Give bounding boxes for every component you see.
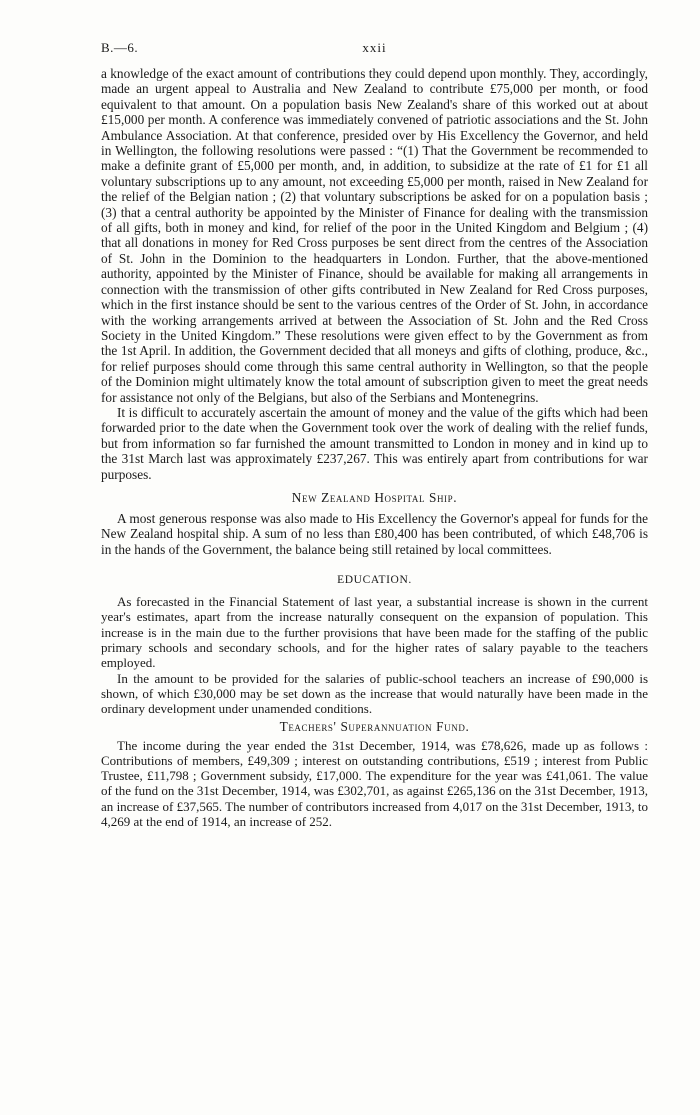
- paragraph-belgian-relief: a knowledge of the exact amount of contributions they could depend upon monthly. They, accordingly, made an urgent appeal to Australia and New Zealand to contribute £75,000 per month, or food equivalent to that amount. On a population basis New Zealand's share of this worked out at about £15,000 per month. A conference was immediately convened of patriotic associations and the St. John Ambulance Association. At that conference, presided over by His Excellency the Governor, and held in Wellington, the following resolutions were passed : “(1) That the Government be recommended to make a definite grant of £5,000 per month, and, in addition, to subsidize at the rate of £1 for £1 all voluntary subscriptions up to any amount, not exceeding £5,000 per month, raised in New Zealand for the relief of the Belgian nation ; (2) that voluntary subscriptions be asked for on a population basis ; (3) that a central authority be appointed by the Minister of Finance for dealing with the transmission of all gifts, both in money and kind, for relief of the poor in the United Kingdom and Belgium ; (4) that all donations in money for Red Cross purposes be sent direct from the centres of the Association of St. John in the Dominion to the headquarters in London. Further, that the above-mentioned authority, appointed by the Minister of Finance, should be available for making all arrangements in connection with the transmission of other gifts contributed in New Zealand for Red Cross purposes, which in the first instance should be sent to the various centres of the Order of St. John, in accordance with the working arrangements arrived at between the Association of St. John and the Red Cross Society in the United Kingdom.” These resolutions were given effect to by the Government as from the 1st April. In addition, the Government decided that all moneys and gifts of clothing, produce, &c., for relief purposes should come through this same central authority in Wellington, so that the people of the Dominion might ultimately know the total amount of subscription given to meet the great needs for assistance not only of the Belgians, but also of the Serbians and Montenegrins.: [101, 66, 648, 405]
- education-section: [101, 573, 648, 829]
- page-reference: B.—6.: [101, 40, 139, 55]
- running-head: [101, 40, 648, 58]
- paragraph-superannuation-fund: The income during the year ended the 31st December, 1914, was £78,626, made up as follows : Contributions of members, £49,309 ; interest on outstanding contributions, £519 ; interest from Public Trustee, £11,798 ; Government subsidy, £17,000. The expenditure for the year was £41,061. The value of the fund on the 31st December, 1914, was £302,701, as against £265,136 on the 31st December, 1913, an increase of £37,565. The number of contributors increased from 4,017 on the 31st December, 1913, to 4,269 at the end of 1914, an increase of 252.: [101, 737, 648, 830]
- heading-education: EDUCATION.: [337, 574, 412, 587]
- heading-superannuation-fund: Teachers' Superannuation Fund.: [279, 718, 470, 734]
- paragraph-hospital-ship: A most generous response was also made to His Excellency the Governor's appeal for funds for the New Zealand hospital ship. A sum of no less than £80,400 has been contributed, of which £48,706 is in the hands of the Government, the balance being still retained by local committees.: [101, 510, 648, 557]
- paragraph-education-estimates: As forecasted in the Financial Statement of last year, a substantial increase is shown in the current year's estimates, apart from the increase naturally consequent on the expansion of population. This increase is in the main due to the further provisions that have been made for the staffing of the public primary schools and secondary schools, and for the higher rates of salary payable to the teachers employed.: [101, 594, 648, 671]
- heading-hospital-ship: New Zealand Hospital Ship.: [291, 489, 458, 505]
- page-number: xxii: [362, 40, 387, 55]
- paragraph-relief-amounts: It is difficult to accurately ascertain the amount of money and the value of the gifts which had been forwarded prior to the date when the Government took over the work of dealing with the relief funds, but from information so far furnished the amount transmitted to London in money and in kind up to the 31st March last was approximately £237,267. This was entirely apart from contributions for war purposes.: [101, 404, 648, 482]
- paragraph-teacher-salaries: In the amount to be provided for the salaries of public-school teachers an increase of £90,000 is shown, of which £30,000 may be set down as the increase that would naturally have been made in the ordinary development under unamended conditions.: [101, 670, 648, 717]
